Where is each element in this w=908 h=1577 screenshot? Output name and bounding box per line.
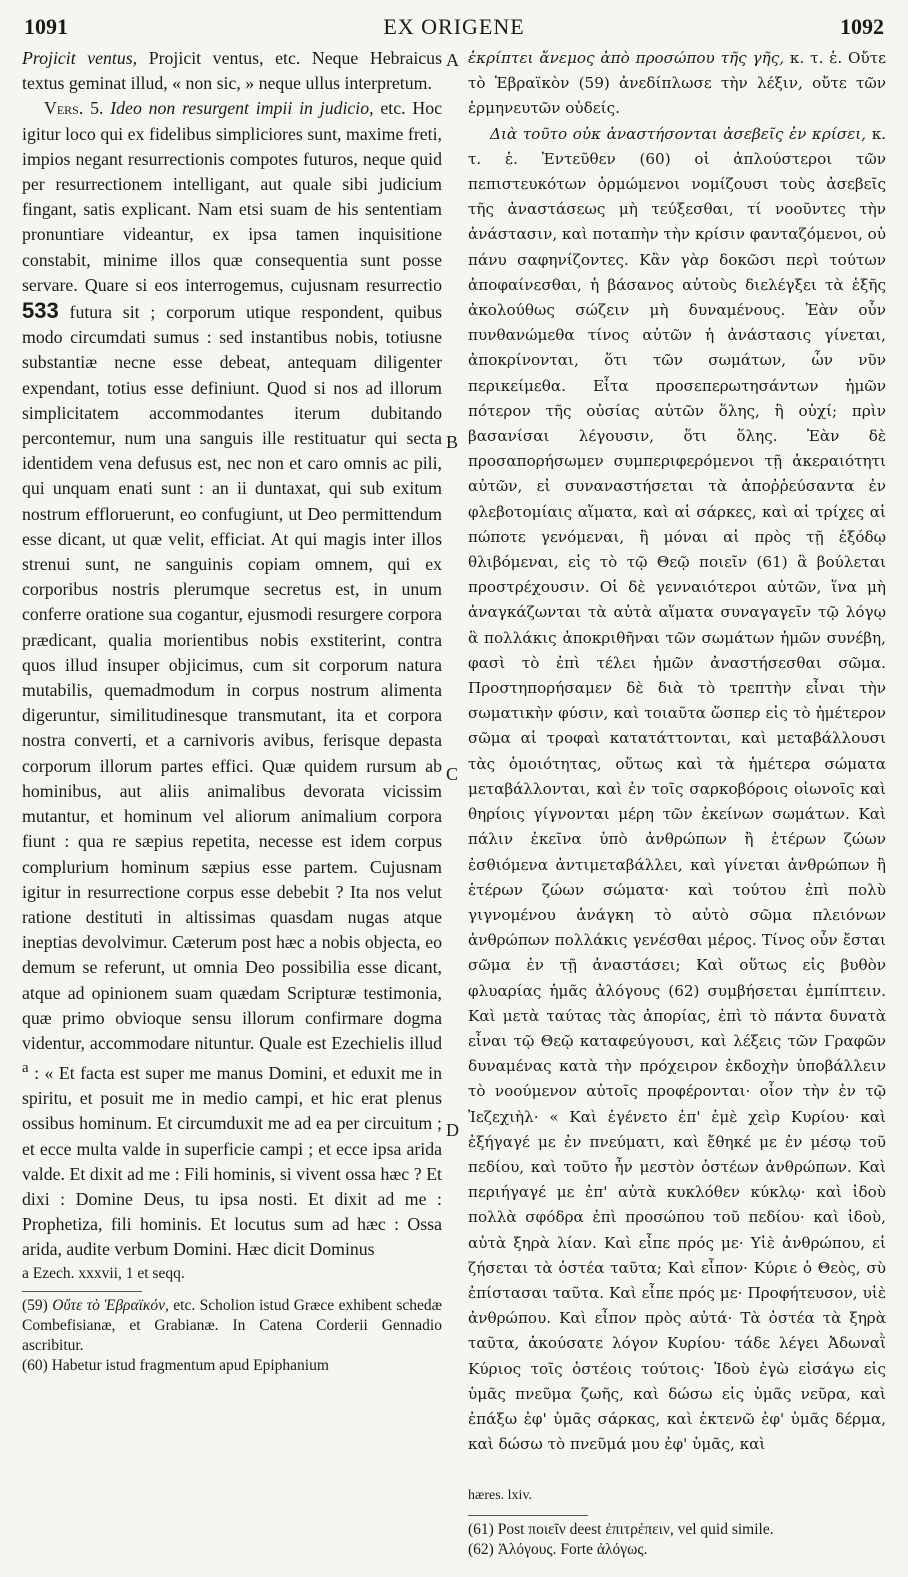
running-title: EX ORIGENE (383, 14, 525, 39)
margin-marker-a: A (446, 50, 459, 70)
footnote-60: (60) Habetur istud fragmentum apud Epiphanium (22, 1356, 329, 1374)
greek-column (468, 46, 886, 1560)
footnote-62: (62) Ἀλόγους. Forte ἀλόγως. (468, 1540, 648, 1558)
greek-footnote-continuation: hæres. lxiv. (468, 1488, 533, 1504)
latin-lemma: Projicit ventus, (22, 48, 138, 68)
latin-column (22, 46, 442, 1376)
footnote-59: (59) Οὔτε τὸ Ἑβραϊκόν, etc. Scholion istud Græce exhibent schedæ Combefisianæ, et Grabianæ. In Catena Corderii Gennadio ascribitur. (22, 1296, 443, 1354)
greek-paragraph-1 (468, 46, 886, 122)
greek-lemma-1: ἐκρίπτει ἄνεμος ἀπὸ προσώπου τῆς γῆς, (468, 49, 785, 67)
latin-paragraph-1 (22, 46, 442, 96)
latin-paragraph-2 (22, 96, 442, 1262)
latin-footnotes (22, 1296, 442, 1376)
inline-page-number: 533 (22, 298, 59, 324)
footnote-61: (61) Post ποιεῖν deest ἐπιτρέπειν, vel quid simile. (468, 1520, 774, 1538)
greek-paragraph-2 (468, 122, 886, 1458)
verse-lemma: Ideo non resurgent impii in judicio, (110, 98, 374, 119)
footnote-divider (22, 1291, 142, 1292)
greek-lemma-2: Διὰ τοῦτο οὐκ ἀναστήσονται ἀσεβεῖς ἐν κρίσει, (490, 124, 867, 143)
latin-paragraph-2c: : « Et facta est super me manus Domini, et eduxit me in spiritu, et posuit me in medio campi, et hic erat plenus ossibus hominum. Et circumduxit me ad ea per circuitum ; et ecce multa valde in superficie campi ; et ecce ipsa arida valde. Et dixit ad me : Fili hominis, si vivent ossa hæc ? Et dixi : Domine Deus, tu ipsa nosti. Et dixit ad me : Prophetiza, fili hominis. Et locutus sum ad hæc : Ossa arida, audite verbum Domini. Hæc dicit Dominus (22, 1063, 442, 1260)
latin-paragraph-2b: futura sit ; corporum utique respondent, quibus modo circumdati sumus : sed instantibus nobis, totiusne substantiæ necne esse debeat, antequam diligenter expendant, totius esse definiunt. Quod si nos ad illorum simplicitatem accommodantes iterum dubitando percontemur, num una sanguis ille restituatur qui secta identidem vena defusus est, nec non et caro omnis ac pili, qui unquam enati sunt : an ii duntaxat, qui sub exitum nostrum effloruerunt, eo confugiunt, ut Deo permittendum esse dicant, ut quæ velit, efficiat. At qui magis inter illos strenui sunt, ne sanguinis copiam omnem, qui ex corporibus nostris plerumque secretus est, in unum conferre oratione sua cogantur, ejusmodi resurgere corpora prædicant, qualia morientibus nobis exstiterint, contra quos illud insuper objicimus, cum sit corporum natura mutabilis, quemadmodum in corpus nostrum alimenta digeruntur, similitudinesque transmutant, ita et corpora nostra converti, et a carnivoris avibus, ferisque depasta corporum illorum partes effici. Quæ quidem rursum ab hominibus, aut aliis animalibus devorata vicissim mutantur, et hominum vel aliorum animalium corpora fiunt : qua re sæpius repetita, necesse est idem corpus complurium hominum sæpius esse partem. Cujusnam igitur in resurrectione corpus esse debebit ? Ita nos velut ratione destituti in altissimas quasdam nugas atque ineptias devolvimur. Cæterum post hæc a nobis objecta, eo demum se referunt, ut omnia Deo possibilia esse dicant, atque ad opinionem suam quædam Scripturæ testimonia, quæ primo obvioque sensu illorum confirmare dogma videntur, accommodare nituntur. Quale est Ezechielis illud (22, 302, 443, 1053)
page-header (24, 14, 884, 44)
margin-marker-c: C (446, 764, 459, 784)
page-number-left: 1091 (24, 14, 68, 39)
greek-paragraph-2-text: κ. τ. ἑ. Ἐντεῦθεν (60) οἱ ἁπλούστεροι τῶν πεπιστευκότων ὁρμώμενοι νομίζουσι τοὺς ἀσεβεῖς τῆς ἀναστάσεως μὴ τεύξεσθαι, τί νοοῦντες τὴν ἀνάστασιν, καὶ ποταπὴν τὴν κρίσιν φανταζόμενοι, οὐ πάνυ σαφηνίζοντες. Κἂν γὰρ δοκῶσι περὶ τούτων ἀποφαίνεσθαι, ἡ βάσανος αὐτοὺς διελέγξει τὰ ἑξῆς ἀκολούθως σώζειν μὴ δυναμένους. Ἐὰν οὖν πυνθανώμεθα τίνος αὐτῶν ἡ ἀνάστασις γίνεται, ἀποκρίνονται, ὅτι τῶν σωμάτων, ὧν νῦν περικείμεθα. Εἶτα προσεπερωτησάντων ἡμῶν πότερον τῆς οὐσίας αὐτῶν ὅλης, ἢ οὐχί; πρὶν βασανίσαι λέγουσιν, ὅτι ὅλης. Ἐὰν δὲ προσαπορήσωμεν συμπεριφερόμενοι τῇ ἀκεραιότητι αὐτῶν, εἰ συναναστήσεται τὰ ἀποῤῥεύσαντα ἐν φλεβοτομίαις αἵματα, καὶ αἱ σάρκες, καὶ αἱ τρίχες αἱ πώποτε γενόμεναι, ἢ μόναι αἱ πρὸς τῇ ἐξόδῳ θλιβόμεναι, εἰς τὸ τῷ Θεῷ ποιεῖν (61) ἃ βούλεται προστρέχουσιν. Οἱ δὲ γενναιότεροι αὐτῶν, ἵνα μὴ ἀναγκάζωνται τὰ αὐτὰ αἵματα συναγαγεῖν τῷ λόγῳ ἃ πολλάκις ἀποκριθῆναι τῶν σωμάτων ἡμῶν συνέβη, φασὶ τὸ ἐπὶ τέλει ἡμῶν ἀναστήσεσθαι σῶμα. Προστηπορήσαμεν δὲ διὰ τὸ τρεπτὴν εἶναι τὴν σωματικὴν φύσιν, καὶ τοιαῦτα ὥσπερ εἰς τὸ ἡμέτερον σῶμα αἱ τροφαὶ κατατάττονται, καὶ μεταβάλλουσι τὰς ὁμοιότητας, οὕτως καὶ τὰ ἡμέτερα σώματα μεταβάλλονται, καὶ ἐν τοῖς σαρκοβόροις οἰωνοῖς καὶ θηρίοις γίγνονται μέρη τῶν ἐκείνων σωμάτων. Καὶ πάλιν ἐκεῖνα ὑπὸ ἀνθρώπων ἢ ἑτέρων ζώων ἐσθιόμενα ἀντιμεταβάλλει, καὶ γίνεται ἀνθρώπων ἢ ἑτέρων ζώων σώματα· καὶ τούτου ἐπὶ πολὺ γιγνομένου ἀνάγκη τὸ αὐτὸ σῶμα πλειόνων ἀνθρώπων πολλάκις γενέσθαι μέρος. Τίνος οὖν ἔσται σῶμα ἐν τῇ ἀναστάσει; Καὶ οὕτως εἰς βυθὸν φλυαρίας ἡμᾶς ἀλόγους (62) συμβήσεται ἐμπίπτειν. Καὶ μετὰ ταύτας τὰς ἀπορίας, ἐπὶ τὸ πάντα δυνατὰ εἶναι τῷ Θεῷ καταφεύγουσι, καὶ λέξεις τῶν Γραφῶν δυναμένας κατὰ τὴν πρόχειρον ἐκδοχὴν ὑποβάλλειν τὸ νοούμενον αὐτοῖς προφέρονται· οἷον τὴν ἐν τῷ Ἰεζεχιὴλ· « Καὶ ἐγένετο ἐπ' ἐμὲ χεὶρ Κυρίου· καὶ ἐξήγαγέ με ἐν πνεύματι, καὶ ἔθηκέ με ἐν μέσῳ τοῦ πεδίου, καὶ τοῦτο ἦν μεστὸν ὀστέων ἀνθρώπων. Καὶ περιήγαγέ με ἐπ' αὐτὰ κυκλόθεν κύκλῳ· καὶ ἰδοὺ πολλὰ σφόδρα ἐπὶ προσώπου τοῦ πεδίου· καὶ ἰδοὺ, αὐτὰ ξηρὰ λίαν. Καὶ εἶπε πρός με· Υἱὲ ἀνθρώπου, εἰ ζήσεται τὰ ὀστέα ταῦτα; Καὶ εἶπον· Κύριε ὁ Θεὸς, σὺ ἐπίστασαι ταῦτα. Καὶ εἶπε πρός με· Προφήτευσον, υἱὲ ἀνθρώπου. Καὶ εἶπον πρὸς αὐτά· Τὰ ὀστέα τὰ ξηρὰ ταῦτα, ἀκούσατε λόγον Κυρίου· τάδε λέγει Ἀδωναῒ Κύριος τοῖς ὀστέοις τούτοις· Ἰδοὺ ἐγὼ εἰσάγω εἰς ὑμᾶς πνεῦμα ζωῆς, καὶ δώσω εἰς ὑμᾶς νεῦρα, καὶ ἐπάξω ἐφ' ὑμᾶς σάρκας, καὶ ἐκτενῶ ἐφ' ὑμᾶς δέρμα, καὶ δώσω τὸ πνεῦμά μου ἐφ' ὑμᾶς, καὶ (468, 124, 887, 1454)
scripture-reference: a Ezech. xxxvii, 1 et seqq. (22, 1264, 185, 1282)
greek-footnotes (468, 1520, 886, 1560)
margin-marker-d: D (446, 1120, 459, 1140)
latin-paragraph-1-text: Projicit ventus, etc. Neque Hebraicus textus geminat illud, « non sic, » neque ullus interpretum. (22, 48, 442, 94)
greek-footnote-divider (468, 1515, 588, 1516)
latin-paragraph-2a: etc. Hoc igitur loco qui ex fidelibus simpliciores sunt, maxime freti, impios negant resurrectionis compotes futuros, neque quid per resurrectionem intelligant, aut quale sibi judicium fingant, satis explicant. Nam etsi suam de his sententiam pronuntiare videantur, ex ipsa tamen inquisitione constabit, minime illos quæ consequentia sunt posse servare. Quare si eos interrogemus, cujusnam resurrectio (22, 98, 443, 295)
margin-marker-b: B (446, 432, 459, 452)
greek-paragraph-1-text: κ. τ. ἑ. Οὔτε τὸ Ἑβραϊκὸν (59) ἀνεδίπλωσε τὴν λέξιν, οὔτε τῶν ἑρμηνευτῶν οὐδείς. (468, 49, 887, 118)
page-number-right: 1092 (840, 14, 884, 39)
footnote-marker-a: a (22, 1060, 29, 1077)
verse-label: Vers. 5. (44, 98, 104, 119)
